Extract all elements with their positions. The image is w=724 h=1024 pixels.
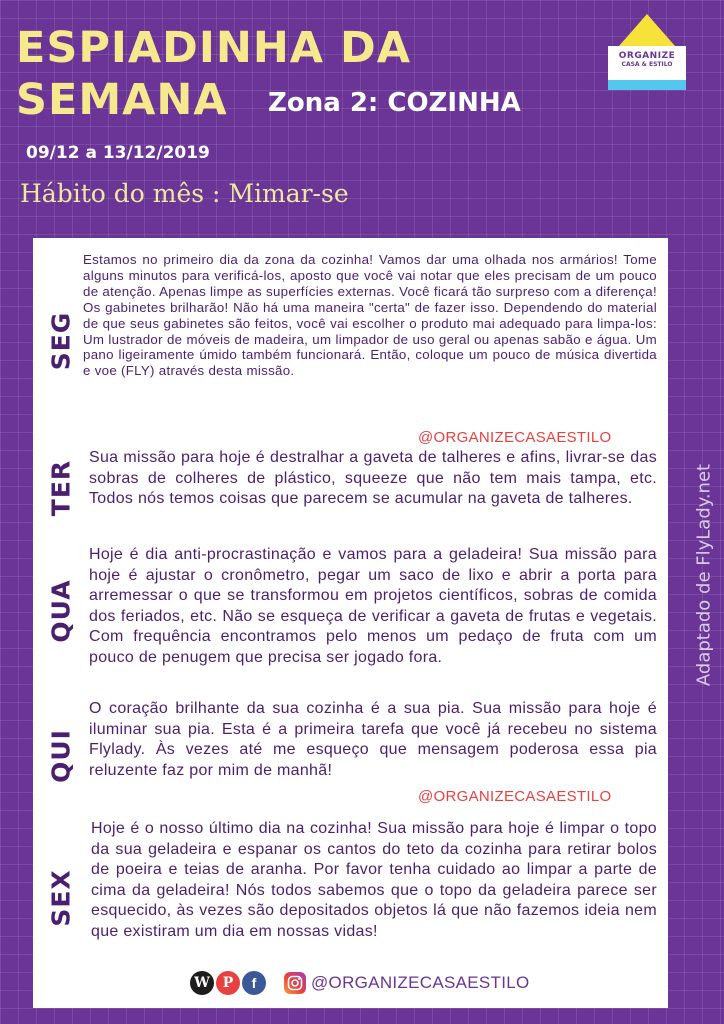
- wordpress-icon[interactable]: W: [190, 971, 214, 995]
- day-text-sex: Hoje é o nosso último dia na cozinha! Sua missão para hoje é limpar o topo da sua geladeira e espanar os cantos do teto da cozinha para retirar bolos de poeira e teias de aranha. Por favor tenha cuidado ao limpar a parte de cima da geladeira! Nós todos sabemos que o topo da geladeira parece ser esquecido, às vezes são depositados objetos lá que não fazemos ideia nem que existiram um dia em nossas vidas!: [91, 820, 657, 940]
- logo-subtitle: CASA & ESTILO: [621, 61, 673, 68]
- day-label-text: TER: [46, 459, 76, 517]
- day-label-qua: [33, 541, 89, 681]
- logo-base: [608, 80, 686, 90]
- date-range: 09/12 a 13/12/2019: [26, 143, 210, 163]
- social-footer: [190, 969, 530, 997]
- instagram-icon[interactable]: [284, 972, 306, 994]
- logo-roof: [619, 14, 675, 46]
- day-label-text: SEG: [46, 311, 76, 371]
- pinterest-icon[interactable]: P: [216, 971, 240, 995]
- facebook-icon[interactable]: f: [242, 971, 266, 995]
- habit-of-month: Hábito do mês : Mimar-se: [20, 179, 349, 208]
- footer-instagram-handle[interactable]: @ORGANIZECASAESTILO: [311, 973, 530, 992]
- title-line-1: ESPIADINHA DA: [16, 23, 412, 73]
- day-text-seg: Estamos no primeiro dia da zona da cozinha! Vamos dar uma olhada nos armários! Tome alguns minutos para verificá-los, aposto que você vai notar que eles precisam de um pouco de atenção. Apenas limpe as superfícies externas. Você ficará tão surpreso com a diferença! Os gabinetes brilharão! Não há uma maneira "certa" de fazer isso. Dependendo do material de que seus gabinetes são feitos, você vai escolher o produto mai adequado para limpa-los: Um lustrador de móveis de madeira, um limpador de uso geral ou apenas sabão e água. Um pano ligeiramente úmido também funcionará. Então, coloque um pouco de música divertida e voe (FLY) através desta missão.: [83, 252, 657, 379]
- day-text-qui: O coração brilhante da sua cozinha é a sua pia. Sua missão para hoje é iluminar sua pia. Esta é a primeira tarefa que você já recebeu no sistema Flylady. Às vezes até me esqueço que mensagem poderosa essa pia reluzente faz por mim de manhã!: [89, 700, 657, 779]
- day-label-qui: [33, 686, 89, 826]
- brand-logo: [608, 14, 686, 90]
- day-label-text: QUA: [46, 579, 76, 643]
- title-line-2: SEMANA: [16, 75, 228, 125]
- day-label-sex: [33, 828, 89, 968]
- instagram-handle: @ORGANIZECASAESTILO: [418, 429, 612, 446]
- instagram-handle: @ORGANIZECASAESTILO: [418, 788, 612, 805]
- flylady-credit: Adaptado de FlyLady.net: [693, 463, 715, 687]
- day-text-qua: Hoje é dia anti-procrastinação e vamos para a geladeira! Sua missão para hoje é ajustar o cronômetro, pegar um saco de lixo e abrir a porta para arremessar o que se transformou em projetos científicos, sobras de comida dos feriados, etc. Não se esqueça de verificar a gaveta de frutas e vegetais. Com frequência encontramos pelo menos um pedaço de fruta com um pouco de penugem que precisa ser jogado fora.: [89, 546, 657, 666]
- day-text-ter: Sua missão para hoje é destralhar a gaveta de talheres e afins, livrar-se das sobras de colheres de plástico, squeeze que não tem mais tampa, etc. Todos nós temos coisas que parecem se acumular na gaveta de talheres.: [89, 449, 657, 507]
- day-label-text: SEX: [46, 869, 76, 927]
- day-label-ter: [33, 418, 89, 558]
- instagram-glyph: [287, 975, 303, 991]
- day-label-text: QUI: [46, 729, 76, 783]
- logo-body: [608, 46, 686, 80]
- day-label-seg: [33, 271, 89, 411]
- logo-name: ORGANIZE: [618, 51, 676, 61]
- zone-subtitle: Zona 2: COZINHA: [268, 88, 521, 118]
- weekly-tasks-panel: [33, 238, 668, 1008]
